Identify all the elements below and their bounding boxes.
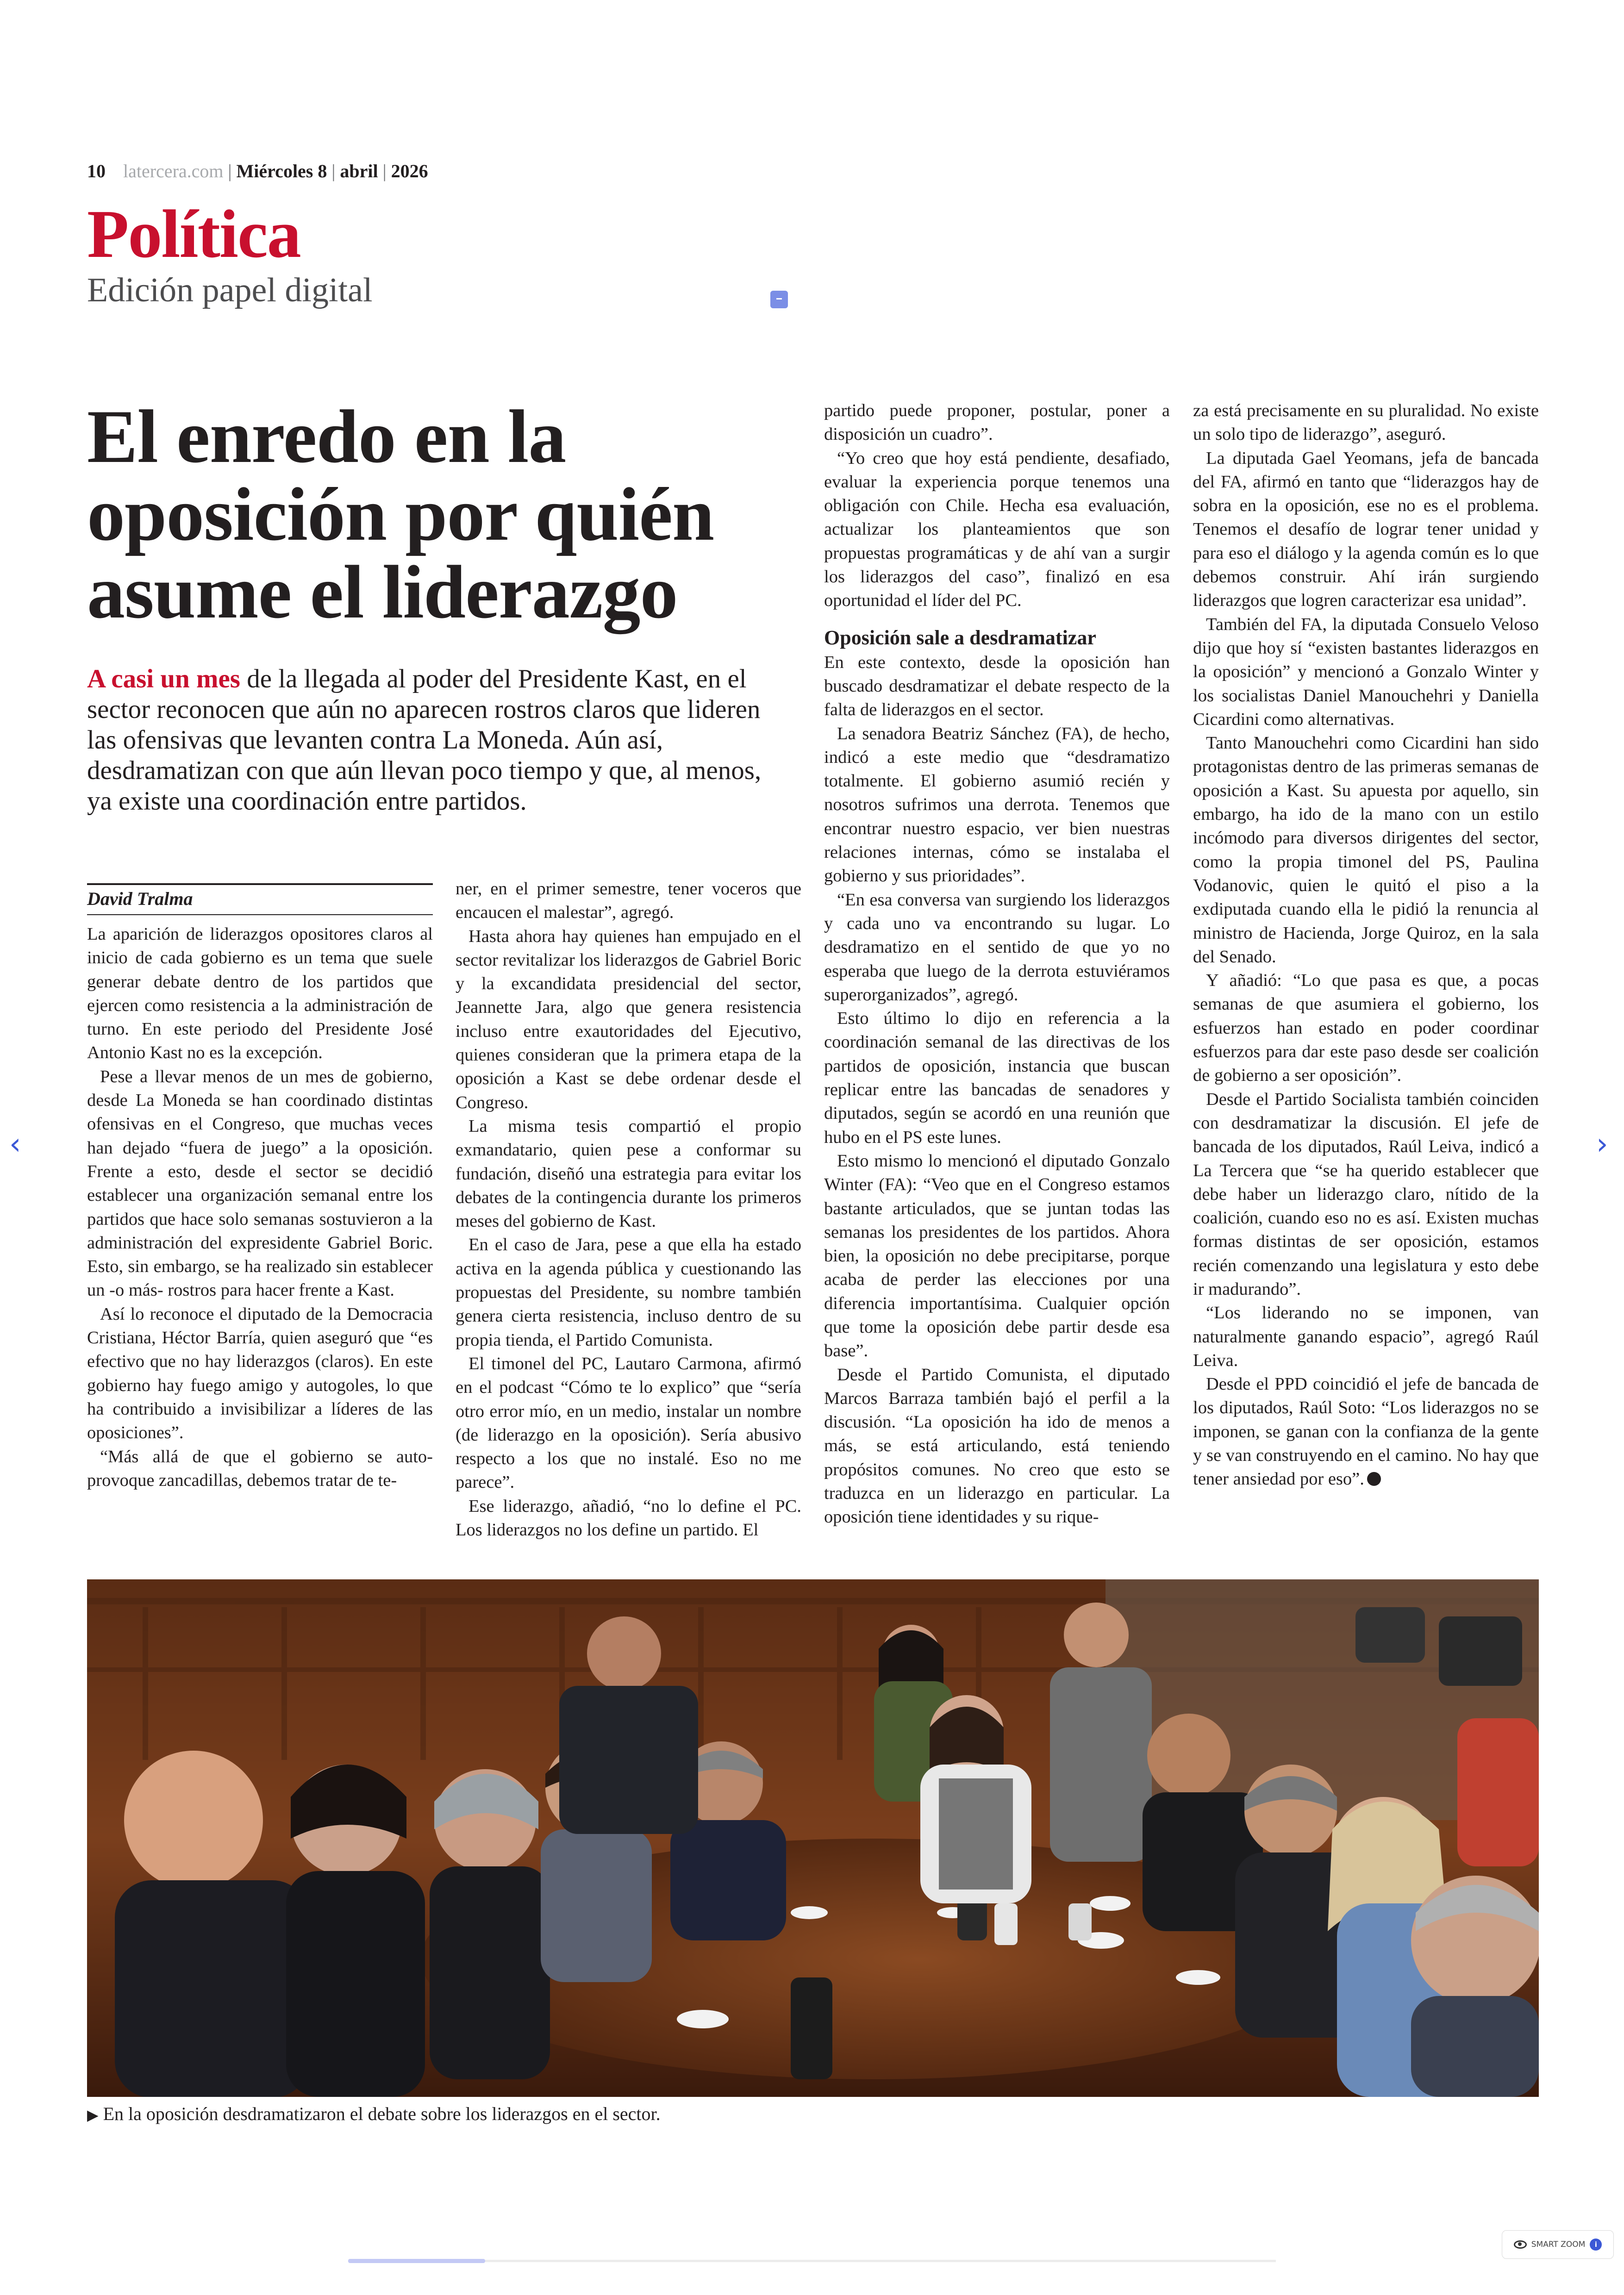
article-lead [87, 664, 791, 817]
paragraph: Desde el Partido Socialista también coinciden con desdramatizar la discusión. El jefe de bancada de los diputados, Raúl Leiva, indicó a La Tercera que “se ha querido establecer que debe haber un liderazgo claro, nítido de la coalición, cuando eso no es así. Existen muchas formas distintas de ser oposición, estamos recién comenzando una legislatura y esto debe ir madurando”. [1193, 1089, 1539, 1299]
article-column-4 [1193, 399, 1539, 1491]
paragraph: za está precisamente en su pluralidad. No existe un solo tipo de liderazgo”, aseguró. [1193, 401, 1539, 444]
section-subtitle: Edición papel digital [87, 271, 373, 309]
folio-separator: | [382, 161, 387, 181]
paragraph: El timonel del PC, Lautaro Carmona, afirmó en el podcast “Cómo te lo explico” que “sería otro error mío, en un medio, instalar un nombre (de liderazgo en la oposición). Sería abusivo respecto a los que no instalé. Eso no me parece”. [456, 1353, 801, 1492]
paragraph: “En esa conversa van surgiendo los liderazgos y cada uno va encontrando su lugar. Lo desdramatizo en el sentido de que yo no esperaba que luego de la derrota estuviéramos superorganizados”, agregó. [824, 890, 1170, 1004]
article-column-2 [456, 877, 801, 1542]
section-title: Política [87, 196, 300, 272]
paragraph: También del FA, la diputada Consuelo Veloso dijo que hoy sí “existen bastantes liderazgos en la oposición” y mencionó a Gonzalo Winter y los socialistas Daniel Manouchehri y Daniella Cicardini como alternativas. [1193, 614, 1539, 729]
paragraph: Esto último lo dijo en referencia a la coordinación semanal de las directivas de los partidos de oposición, instancia que buscan replicar entre las bancadas de senadores y diputados, según se acordó en una reunión que hubo en el PS este lunes. [824, 1009, 1170, 1147]
paragraph: Tanto Manouchehri como Cicardini han sido protagonistas dentro de las primeras semanas de oposición a Kast. Su apuesta por aquello, sin embargo, ha ido de la mano con un estilo incómodo para diversos dirigentes del sector, como la propia timonel del PS, Paulina Vodanovic, quien le quitó el piso a la exdiputada cuando ella le pidió la renuncia al ministro de Hacienda, Jorge Quiroz, en la sala del Senado. [1193, 733, 1539, 967]
paragraph-last [1193, 1372, 1539, 1491]
issue-date-year: 2026 [391, 161, 428, 181]
paragraph: Así lo reconoce el diputado de la Democracia Cristiana, Héctor Barría, quien aseguró que “es efectivo que no hay liderazgos (claros). En este gobierno hay fuego amigo y autogoles, lo que ha contribuido a invisibilizar a líderes de las oposiciones”. [87, 1304, 433, 1443]
page-scrollbar-track[interactable] [348, 2260, 1276, 2262]
paragraph: La misma tesis compartió el propio exmandatario, quien pese a conformar su fundación, diseñó una estrategia para evitar los debates de la contingencia durante los primeros meses del gobierno de Kast. [456, 1116, 801, 1231]
paragraph: Desde el Partido Comunista, el diputado Marcos Barraza también bajó el perfil a la discusión. “La oposición ha ido de menos a más, se está articulando, está teniendo propósitos comunes. No creo que esto se traduzca en un liderazgo en particular. La oposición tiene identidades y su rique- [824, 1365, 1170, 1527]
paragraph: Ese liderazgo, añadió, “no lo define el PC. Los liderazgos no los define un partido. El [456, 1496, 801, 1540]
page-folio [87, 160, 428, 182]
article-subhead: Oposición sale a desdramatizar [824, 626, 1096, 649]
paragraph: Y añadió: “Lo que pasa es que, a pocas semanas de que asumiera el gobierno, los esfuerzos han estado en poder coordinar esfuerzos para dar este paso desde ser coalición de gobierno a ser oposición”. [1193, 971, 1539, 1085]
article-photo[interactable] [87, 1579, 1539, 2097]
photo-caption [87, 2103, 661, 2125]
paragraph: Pese a llevar menos de un mes de gobierno, desde La Moneda se han coordinado distintas ofensivas en el Congreso, que muchas veces han dejado “fuera de juego” a la oposición. Frente a esto, desde el sector se decidió establecer una organización semanal entre los partidos que hace solo semanas sostuvieron a la administración del expresidente Gabriel Boric. Esto, sin embargo, se ha realizado sin establecer un -o más- rostros para hacer frente a Kast. [87, 1066, 433, 1300]
article-column-1 [87, 923, 433, 1492]
site-name: latercera.com [123, 161, 224, 181]
info-icon[interactable]: i [1590, 2239, 1602, 2251]
byline-rule [87, 883, 433, 885]
end-of-article-icon [1367, 1472, 1381, 1486]
paragraph: Hasta ahora hay quienes han empujado en el sector revitalizar los liderazgos de Gabriel Boric y la excandidata presidencial del sector, Jeannette Jara, algo que genera resistencia incluso entre exautoridades del Ejecutivo, quienes consideran que la primera etapa de la oposición a Kast se debe ordenar desde el Congreso. [456, 926, 801, 1112]
paragraph: La aparición de liderazgos opositores claros al inicio de cada gobierno es un tema que suele generar debate dentro de los partidos que ejercen como resistencia a la administración de turno. En este periodo del Presidente José Antonio Kast no es la excepción. [87, 924, 433, 1063]
chevron-right-icon[interactable]: › [1596, 1127, 1608, 1161]
chevron-left-icon[interactable]: ‹ [9, 1127, 21, 1161]
issue-date-month: abril [340, 161, 378, 181]
smart-zoom-button[interactable] [1502, 2230, 1614, 2259]
byline-rule [87, 914, 433, 915]
article-column-3 [824, 399, 1170, 1529]
annotation-marker-icon[interactable] [770, 291, 788, 308]
article-headline: El enredo en la oposición por quién asume el liderazgo [87, 395, 714, 634]
page-number: 10 [87, 161, 106, 181]
byline: David Tralma [87, 888, 193, 909]
paragraph: La senadora Beatriz Sánchez (FA), de hecho, indicó a este medio que “desdramatizo totalmente. El gobierno asumió recién y nosotros sufrimos una derrota. Tenemos que encontrar nuestro espacio, ver bien nuestras relaciones internas, cómo se instalaba el gobierno y sus prioridades”. [824, 723, 1170, 886]
paragraph: ner, en el primer semestre, tener voceros que encaucen el malestar”, agregó. [456, 879, 801, 923]
paragraph: “Yo creo que hoy está pendiente, desafiado, evaluar la experiencia porque tenemos una obligación con Chile. Hecha esa evaluación, actualizar los planteamientos que son propuestas programáticas y de ahí van a surgir los liderazgos del caso”, finalizó en esa oportunidad el líder del PC. [824, 448, 1170, 611]
paragraph: En el caso de Jara, pese a que ella ha estado activa en la agenda pública y cuestionando las propuestas del Presidente, su nombre también genera cierta resistencia, incluso dentro de su propia tienda, el Partido Comunista. [456, 1235, 801, 1350]
caption-text: En la oposición desdramatizaron el debate sobre los liderazgos en el sector. [103, 2103, 661, 2124]
paragraph: La diputada Gael Yeomans, jefa de bancada del FA, afirmó en tanto que “liderazgos hay de sobra en la oposición, ese no es el problema. Tenemos el desafío de lograr tener unidad y para eso el diálogo y la agenda común es lo que debemos construir. Ahí irán surgiendo liderazgos que logren caracterizar esa unidad”. [1193, 448, 1539, 611]
paragraph: En este contexto, desde la oposición han buscado desdramatizar el debate respecto de la falta de liderazgos en el sector. [824, 652, 1170, 720]
paragraph: partido puede proponer, postular, poner a disposición un cuadro”. [824, 401, 1170, 444]
smart-zoom-label: SMART ZOOM [1531, 2240, 1586, 2249]
paragraph: “Más allá de que el gobierno se auto-provoque zancadillas, debemos tratar de te- [87, 1447, 433, 1490]
lead-text: de la llegada al poder del Presidente Kast, en el sector reconocen que aún no aparecen rostros claros que lideren las ofensivas que levanten contra La Moneda. Aún así, desdramatizan con que aún llevan poco tiempo y que, al menos, ya existe una coordinación entre partidos. [87, 664, 762, 816]
paragraph: Esto mismo lo mencionó el diputado Gonzalo Winter (FA): “Veo que en el Congreso estamos bastante articulados, que se juntan todas las semanas los presidentes de los partidos. Ahora bien, la oposición no debe precipitarse, porque acaba de perder las elecciones por una diferencia importantísima. Cualquier opción que tome la oposición debe partir desde esa base”. [824, 1151, 1170, 1361]
folio-separator: | [331, 161, 336, 181]
page-scrollbar-thumb[interactable] [348, 2259, 485, 2263]
eye-icon [1514, 2240, 1527, 2249]
issue-date-day: Miércoles 8 [236, 161, 327, 181]
caption-arrow-icon: ▶ [87, 2107, 99, 2123]
paragraph-text: Desde el PPD coincidió el jefe de bancada de los diputados, Raúl Soto: “Los liderazgos no se imponen, se ganan con la confianza de la gente y se van construyendo en el camino. No hay que tener ansiedad por eso”. [1193, 1374, 1539, 1489]
folio-separator: | [228, 161, 232, 181]
paragraph: “Los liderando no se imponen, van naturalmente ganando espacio”, agregó Raúl Leiva. [1193, 1303, 1539, 1370]
lead-highlight: A casi un mes [87, 664, 240, 693]
